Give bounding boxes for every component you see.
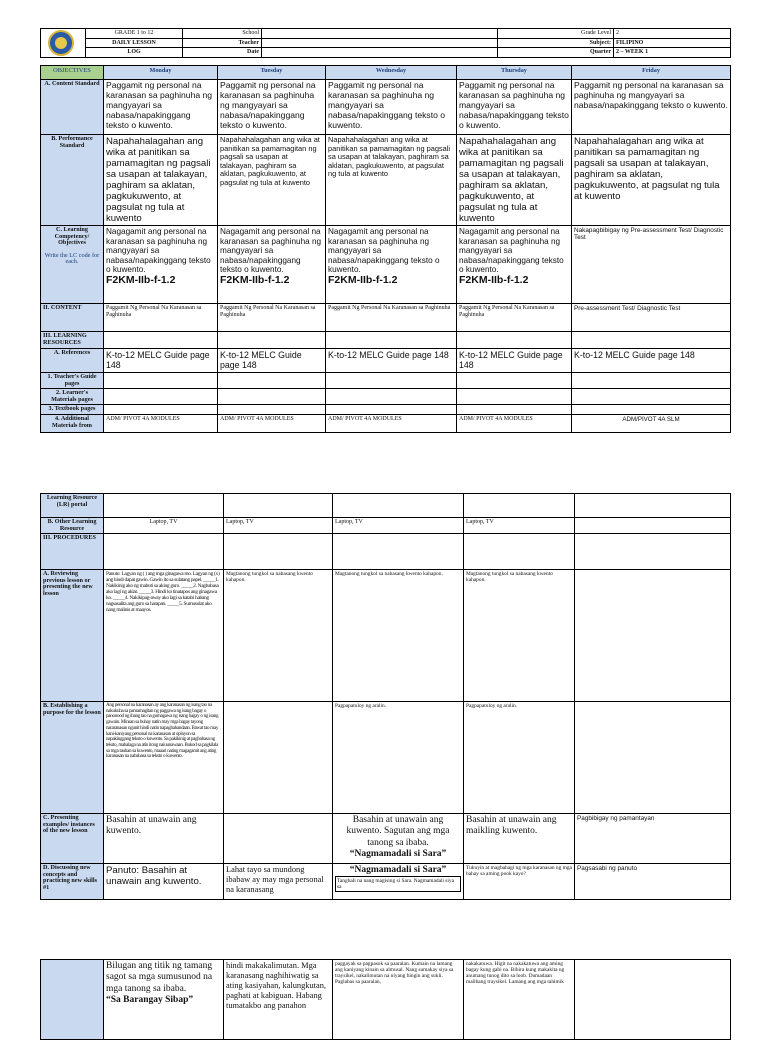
school-field[interactable] xyxy=(262,29,498,39)
date-field[interactable] xyxy=(262,48,498,58)
resources-mon xyxy=(104,332,218,349)
competency-text: Nagagamit ang personal na karanasan sa paghinuha ng mangyayari sa nabasa/napakinggang teksto o kuwento. xyxy=(328,227,440,274)
examples-wed-text: Basahin at unawain ang kuwento. Sagutan ang mga tanong sa ibaba. xyxy=(346,815,450,848)
p3-fri xyxy=(575,960,731,1040)
page-1 xyxy=(0,0,768,442)
references-thu: K-to-12 MELC Guide page 148 xyxy=(457,349,572,373)
additional-wed: ADM/ PIVOT 4A MODULES xyxy=(326,415,457,433)
proc-tue xyxy=(224,534,333,570)
tb-label: 3. Textbook pages xyxy=(41,405,104,415)
log-line2: LOG xyxy=(86,48,183,58)
lr-wed xyxy=(333,494,464,518)
lc-code: F2KM-IIb-f-1.2 xyxy=(220,274,290,287)
references-tue: K-to-12 MELC Guide page 148 xyxy=(218,349,326,373)
performance-standard-wed: Napahahalagahan ang wika at panitikan sa pamamagitan ng pagsali sa usapan at talakayan, paghiram sa aklatan, pagkukuwento, at pagsulat ng tula at kuwento xyxy=(326,135,457,226)
subject-value[interactable]: FILIPINO xyxy=(614,38,731,48)
day-tuesday: Tuesday xyxy=(218,66,326,80)
additional-mon: ADM/ PIVOT 4A MODULES xyxy=(104,415,218,433)
competency-tue xyxy=(218,226,326,304)
grade-level-value[interactable]: 2 xyxy=(614,29,731,39)
performance-standard-fri: Napahahalagahan ang wika at panitikan sa pamamagitan ng pagsali sa usapan at talakayan, paghiram sa aklatan, pagkukuwento, at pagsulat ng tula at kuwento xyxy=(572,135,731,226)
proc-mon xyxy=(104,534,224,570)
examples-wed-title: “Nagmamadali si Sara” xyxy=(349,849,447,860)
content-standard-fri: Paggamit ng personal na karanasan sa paghinuha ng mangyayari sa nabasa/napakinggang teksto o kuwento. xyxy=(572,80,731,135)
competency-note: Write the LC code for each. xyxy=(44,251,100,266)
lr-tue xyxy=(224,494,333,518)
additional-fri: ADM/PIVOT 4A SLM xyxy=(572,415,731,433)
page-3 xyxy=(0,942,768,1024)
p3-label xyxy=(41,960,104,1040)
grade-line: GRADE 1 to 12 xyxy=(86,29,183,39)
tg-mon xyxy=(104,373,218,389)
day-monday: Monday xyxy=(104,66,218,80)
lm-mon xyxy=(104,389,218,405)
proc-fri xyxy=(575,534,731,570)
review-tue: Magtanong tungkol sa nabasang kwento kahapon. xyxy=(224,570,333,702)
tg-fri xyxy=(572,373,731,389)
dll-table-page2 xyxy=(40,493,731,900)
resources-tue xyxy=(218,332,326,349)
tb-thu xyxy=(457,405,572,415)
lr-fri xyxy=(575,494,731,518)
p3-mon-title: “Sa Barangay Sibap” xyxy=(106,995,194,1006)
p3-mon xyxy=(104,960,224,1040)
tg-thu xyxy=(457,373,572,389)
teacher-field[interactable] xyxy=(262,38,498,48)
day-thursday: Thursday xyxy=(457,66,572,80)
references-fri: K-to-12 MELC Guide page 148 xyxy=(572,349,731,373)
competency-text: Nagagamit ang personal na karanasan sa paghinuha ng mangyayari sa nabasa/napakinggang teksto o kuwento. xyxy=(459,227,564,274)
log-line1: DAILY LESSON xyxy=(86,38,183,48)
other-mon: Laptop, TV xyxy=(104,518,224,534)
lr-mon xyxy=(104,494,224,518)
resources-thu xyxy=(457,332,572,349)
other-wed: Laptop, TV xyxy=(333,518,464,534)
content-thu: Paggamit Ng Personal Na Karanasan sa Paghinuha xyxy=(457,304,572,332)
purpose-tue xyxy=(224,702,333,814)
competency-text: Nagagamit ang personal na karanasan sa paghinuha ng mangyayari sa nabasa/napakinggang teksto o kuwento. xyxy=(106,227,211,274)
procedures-label: III. PROCEDURES xyxy=(41,534,104,570)
other-fri xyxy=(575,518,731,534)
content-tue: Paggamit Ng Personal Na Karanasan sa Paghinuha xyxy=(218,304,326,332)
discuss-wed-title: “Nagmamadali si Sara” xyxy=(349,865,447,875)
competency-label xyxy=(41,226,104,304)
discuss-tue: Lahat tayo sa mundong ibabaw ay may mga personal na karanasang xyxy=(224,864,333,900)
performance-standard-tue: Napahahalagahan ang wika at panitikan sa pamamagitan ng pagsali sa usapan at talakayan, paghiram sa aklatan, pagkukuwento, at pagsulat ng tula at kuwento xyxy=(218,135,326,226)
examples-mon: Basahin at unawain ang kuwento. xyxy=(104,814,224,864)
competency-fri: Nakapagbibigay ng Pre-assessment Test/ Diagnostic Test xyxy=(572,226,731,304)
lc-code: F2KM-IIb-f-1.2 xyxy=(459,274,529,287)
day-wednesday: Wednesday xyxy=(326,66,457,80)
tb-wed xyxy=(326,405,457,415)
content-standard-wed: Paggamit ng personal na karanasan sa paghinuha ng mangyayari sa nabasa/napakinggang teksto o kuwento. xyxy=(326,80,457,135)
discuss-wed xyxy=(333,864,464,900)
tb-mon xyxy=(104,405,218,415)
examples-wed xyxy=(333,814,464,864)
competency-wed xyxy=(326,226,457,304)
discuss-label: D. Discussing new concepts and practicing new skills #1 xyxy=(41,864,104,900)
competency-thu xyxy=(457,226,572,304)
references-label: A. References xyxy=(41,349,104,373)
review-fri xyxy=(575,570,731,702)
quarter-value[interactable]: 2 – WEEK 1 xyxy=(614,48,731,58)
content-mon: Paggamit Ng Personal Na Karanasan sa Paghinuha xyxy=(104,304,218,332)
proc-wed xyxy=(333,534,464,570)
additional-tue: ADM/ PIVOT 4A MODULES xyxy=(218,415,326,433)
header-table xyxy=(40,28,731,58)
references-wed: K-to-12 MELC Guide page 148 xyxy=(326,349,457,373)
dll-table-page1 xyxy=(40,65,731,433)
discuss-wed-text: Tanghali na nang magising si Sara. Nagmamadali siya sa xyxy=(335,876,461,892)
other-resource-label: B. Other Learning Resource xyxy=(41,518,104,534)
day-friday: Friday xyxy=(572,66,731,80)
lm-fri xyxy=(572,389,731,405)
objectives-header: OBJECTIVES xyxy=(41,66,104,80)
discuss-thu: Tukuyin at magbahagi ng mga karanasan ng mga bahay sa aming pook kayo? xyxy=(464,864,575,900)
examples-fri: Pagbibigay ng pamantayan xyxy=(575,814,731,864)
tb-tue xyxy=(218,405,326,415)
lm-thu xyxy=(457,389,572,405)
p3-mon-text: Bilugan ang titik ng tamang sagot sa mga sumusunod na mga tanong sa ibaba. xyxy=(106,961,213,994)
teacher-label: Teacher xyxy=(183,38,262,48)
competency-text: Nagagamit ang personal na karanasan sa paghinuha ng mangyayari sa nabasa/napakinggang teksto o kuwento. xyxy=(220,227,322,274)
content-standard-thu: Paggamit ng personal na karanasan sa paghinuha ng mangyayari sa nabasa/napakinggang teksto o kuwento. xyxy=(457,80,572,135)
examples-label: C. Presenting examples/ instances of the new lesson xyxy=(41,814,104,864)
performance-standard-thu: Napahahalagahan ang wika at panitikan sa pamamagitan ng pagsali sa usapan at talakayan, paghiram sa aklatan, pagkukuwento, at pagsulat ng tula at kuwento xyxy=(457,135,572,226)
p3-thu: nakakatuwa. Higit na nakakatuwa ang aming bagay kung gabi na. Bihira kung makakita ng anumang tunog dito sa loob. Dumadaan malibang traysikel. Lamang ang mga tahimik xyxy=(464,960,575,1040)
page-2 xyxy=(0,442,768,942)
competency-title: C. Learning Competency/ Objectives xyxy=(54,226,90,247)
lm-label: 2. Learner's Materials pages xyxy=(41,389,104,405)
school-label: School xyxy=(183,29,262,39)
content-standard-tue: Paggamit ng personal na karanasan sa paghinuha ng mangyayari sa nabasa/napakinggang teksto o kuwento. xyxy=(218,80,326,135)
resources-wed xyxy=(326,332,457,349)
p3-wed: paggayak sa pagpasok sa paaralan. Kumain na lamang ang kaniyang kinain sa almusal. Nang sumakay siya sa traysikel, nakalimutan na niyang hingin ang sukli. Paglabas sa paaralan, xyxy=(333,960,464,1040)
purpose-wed: Pagpapatuloy ng aralin. xyxy=(333,702,464,814)
tb-fri xyxy=(572,405,731,415)
content-standard-label: A. Content Standard xyxy=(41,80,104,135)
purpose-fri xyxy=(575,702,731,814)
other-tue: Laptop, TV xyxy=(224,518,333,534)
purpose-thu: Pagpapatuloy ng aralin. xyxy=(464,702,575,814)
additional-label: 4. Additional Materials from xyxy=(41,415,104,433)
review-thu: Magtanong tungkol sa nabasang kwento kahapon. xyxy=(464,570,575,702)
review-wed: Magtanong tungkol sa nabasang kwento kahapon. xyxy=(333,570,464,702)
date-label: Date xyxy=(183,48,262,58)
content-fri: Pre-assessment Test/ Diagnostic Test xyxy=(572,304,731,332)
performance-standard-label: B. Performance Standard xyxy=(41,135,104,226)
discuss-mon: Panuto: Basahin at unawain ang kuwento. xyxy=(104,864,224,900)
purpose-label: B. Establishing a purpose for the lesson xyxy=(41,702,104,814)
lr-thu xyxy=(464,494,575,518)
content-label: II. CONTENT xyxy=(41,304,104,332)
resources-fri xyxy=(572,332,731,349)
purpose-mon: Ang personal na karanasan ay ang karanasan ng isang tao na nakukuha sa pamamagitan ng paggawa ng isang bagay o panonood ng ibang tao na gumagawa ng isang bagay o ng isang gawain. Minsan sa buhay natin may mga bagay tayong nararanasan ngunit hindi natin napaghahandaan. Bawat tao may kani-kaniyang personal na karanasan at opinyon sa napakinggang teksto o kuwento. Sa pakikinig at pagbabasa ng teksto, mahalaga na atin itong naiuunawaan. Bukod sa pagkilala sa mga tauhan sa kuwento, maaari nating magagamit ang ating karanasan na nababasa sa teksto o kuwento. xyxy=(104,702,224,814)
lr-label: Learning Resource (LR) portal xyxy=(41,494,104,518)
review-label: A. Reviewing previous lesson or presenting the new lesson xyxy=(41,570,104,702)
tg-wed xyxy=(326,373,457,389)
additional-thu: ADM/ PIVOT 4A MODULES xyxy=(457,415,572,433)
quarter-label: Quarter xyxy=(498,48,614,58)
competency-mon xyxy=(104,226,218,304)
content-standard-mon: Paggamit ng personal na karanasan sa paghinuha ng mangyayari sa nabasa/napakinggang teksto o kuwento. xyxy=(104,80,218,135)
subject-label: Subject: xyxy=(498,38,614,48)
other-thu: Laptop, TV xyxy=(464,518,575,534)
grade-level-label: Grade Level xyxy=(498,29,614,39)
proc-thu xyxy=(464,534,575,570)
resources-label: III. LEARNING RESOURCES xyxy=(41,332,104,349)
performance-standard-mon: Napahahalagahan ang wika at panitikan sa pamamagitan ng pagsali sa usapan at talakayan, paghiram sa aklatan, pagkukuwento, at pagsulat ng tula at kuwento xyxy=(104,135,218,226)
lm-wed xyxy=(326,389,457,405)
tg-tue xyxy=(218,373,326,389)
lc-code: F2KM-IIb-f-1.2 xyxy=(328,274,398,287)
references-mon: K-to-12 MELC Guide page 148 xyxy=(104,349,218,373)
tg-label: 1. Teacher's Guide pages xyxy=(41,373,104,389)
logo-cell xyxy=(41,29,86,58)
lm-tue xyxy=(218,389,326,405)
content-wed: Paggamit Ng Personal Na Karanasan sa Paghinuha xyxy=(326,304,457,332)
examples-tue xyxy=(224,814,333,864)
p3-tue: hindi makakalimutan. Mga karanasang naghihiwatig sa ating kasiyahan, kalungkutan, paghati at kabiguan. Habang tumatakbo ang panahon xyxy=(224,960,333,1040)
examples-thu: Basahin at unawain ang maikling kuwento. xyxy=(464,814,575,864)
lc-code: F2KM-IIb-f-1.2 xyxy=(106,274,176,287)
review-mon: Panuto: Lagyan ng ( ) ang mga ginagawa mo. Lagyan ng (x) ang hindi dapat gawin. Gawin ito sa sulatang papel. _____1. Nakikinig ako ng mabuti sa aking guro. _____2. Nagbabasa ako lagi ng aklat. _____3. Hindi ko tinatapos ang ginagawa ko. _____4. Nakikipag-away ako lagi sa katabi habang nagsasalita ang guro sa harapan. _____5. Sumusulat ako nang malinis at maayos. xyxy=(104,570,224,702)
discuss-fri: Pagsasabi ng panuto xyxy=(575,864,731,900)
dll-table-page3 xyxy=(40,959,731,1040)
